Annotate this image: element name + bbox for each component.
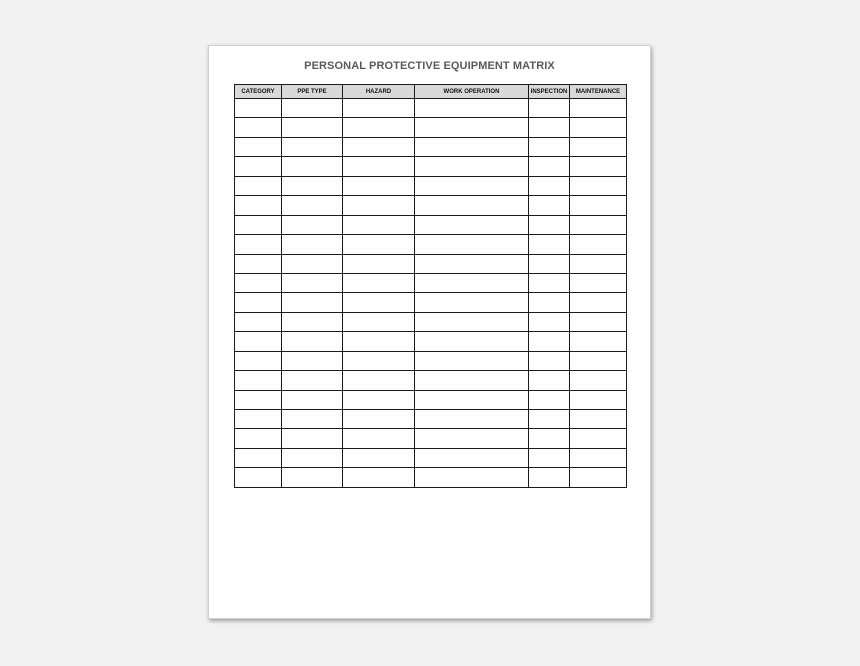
table-header-row <box>235 85 627 99</box>
table-cell[interactable] <box>235 235 282 254</box>
table-cell[interactable] <box>415 371 529 390</box>
table-row <box>235 254 627 273</box>
table-cell[interactable] <box>415 312 529 331</box>
table-cell[interactable] <box>415 235 529 254</box>
table-cell[interactable] <box>529 99 570 118</box>
table-cell[interactable] <box>343 254 415 273</box>
table-cell[interactable] <box>343 332 415 351</box>
table-cell[interactable] <box>415 99 529 118</box>
table-cell[interactable] <box>529 351 570 370</box>
table-cell[interactable] <box>235 176 282 195</box>
table-row <box>235 312 627 331</box>
table-cell[interactable] <box>529 137 570 156</box>
table-cell[interactable] <box>415 448 529 467</box>
table-cell[interactable] <box>570 137 627 156</box>
column-header-hazard: HAZARD <box>343 85 415 99</box>
table-row <box>235 371 627 390</box>
table-row <box>235 137 627 156</box>
table-cell[interactable] <box>343 371 415 390</box>
table-cell[interactable] <box>282 157 343 176</box>
ppe-matrix-table <box>234 84 627 488</box>
table-cell[interactable] <box>415 215 529 234</box>
table-cell[interactable] <box>415 273 529 292</box>
table-cell[interactable] <box>415 118 529 137</box>
table-cell[interactable] <box>282 99 343 118</box>
table-cell[interactable] <box>235 351 282 370</box>
column-header-category: CATEGORY <box>235 85 282 99</box>
table-row <box>235 410 627 429</box>
table-cell[interactable] <box>529 215 570 234</box>
table-cell[interactable] <box>282 196 343 215</box>
table-cell[interactable] <box>529 254 570 273</box>
table-cell[interactable] <box>282 429 343 448</box>
table-cell[interactable] <box>529 312 570 331</box>
table-cell[interactable] <box>282 468 343 487</box>
table-cell[interactable] <box>415 176 529 195</box>
table-cell[interactable] <box>343 215 415 234</box>
table-cell[interactable] <box>343 410 415 429</box>
table-cell[interactable] <box>282 312 343 331</box>
table-cell[interactable] <box>343 351 415 370</box>
table-cell[interactable] <box>570 118 627 137</box>
table-cell[interactable] <box>415 196 529 215</box>
table-cell[interactable] <box>343 137 415 156</box>
table-cell[interactable] <box>282 371 343 390</box>
table-cell[interactable] <box>570 332 627 351</box>
table-cell[interactable] <box>235 410 282 429</box>
table-cell[interactable] <box>529 390 570 409</box>
table-cell[interactable] <box>282 137 343 156</box>
table-cell[interactable] <box>415 410 529 429</box>
table-cell[interactable] <box>282 332 343 351</box>
table-cell[interactable] <box>529 273 570 292</box>
table-cell[interactable] <box>282 235 343 254</box>
column-header-maintenance: MAINTENANCE <box>570 85 627 99</box>
column-header-work-operation: WORK OPERATION <box>415 85 529 99</box>
table-cell[interactable] <box>343 235 415 254</box>
table-cell[interactable] <box>343 176 415 195</box>
table-cell[interactable] <box>415 351 529 370</box>
table-cell[interactable] <box>415 137 529 156</box>
table-row <box>235 176 627 195</box>
table-row <box>235 273 627 292</box>
table-cell[interactable] <box>235 118 282 137</box>
table-row <box>235 293 627 312</box>
table-cell[interactable] <box>235 157 282 176</box>
table-row <box>235 235 627 254</box>
document-page <box>208 45 651 619</box>
table-cell[interactable] <box>282 293 343 312</box>
table-row <box>235 332 627 351</box>
table-row <box>235 118 627 137</box>
column-header-ppe-type: PPE TYPE <box>282 85 343 99</box>
table-cell[interactable] <box>415 293 529 312</box>
table-cell[interactable] <box>570 351 627 370</box>
table-cell[interactable] <box>570 448 627 467</box>
table-cell[interactable] <box>570 390 627 409</box>
table-cell[interactable] <box>570 371 627 390</box>
table-cell[interactable] <box>570 429 627 448</box>
table-cell[interactable] <box>529 235 570 254</box>
table-cell[interactable] <box>235 371 282 390</box>
table-cell[interactable] <box>235 332 282 351</box>
table-cell[interactable] <box>415 332 529 351</box>
table-cell[interactable] <box>235 293 282 312</box>
table-cell[interactable] <box>343 429 415 448</box>
page-title: PERSONAL PROTECTIVE EQUIPMENT MATRIX <box>304 60 555 72</box>
table-cell[interactable] <box>282 351 343 370</box>
table-cell[interactable] <box>235 273 282 292</box>
table-cell[interactable] <box>570 176 627 195</box>
table-cell[interactable] <box>570 312 627 331</box>
table-cell[interactable] <box>415 254 529 273</box>
table-cell[interactable] <box>282 254 343 273</box>
table-cell[interactable] <box>343 448 415 467</box>
table-cell[interactable] <box>529 468 570 487</box>
table-cell[interactable] <box>282 273 343 292</box>
table-cell[interactable] <box>235 254 282 273</box>
table-cell[interactable] <box>235 429 282 448</box>
table-cell[interactable] <box>570 468 627 487</box>
table-cell[interactable] <box>415 468 529 487</box>
table-cell[interactable] <box>235 390 282 409</box>
table-row <box>235 390 627 409</box>
table-cell[interactable] <box>235 468 282 487</box>
table-cell[interactable] <box>343 99 415 118</box>
table-cell[interactable] <box>282 215 343 234</box>
table-body <box>235 99 627 488</box>
table-row <box>235 215 627 234</box>
table-cell[interactable] <box>235 448 282 467</box>
table-cell[interactable] <box>570 157 627 176</box>
table-cell[interactable] <box>343 390 415 409</box>
table-cell[interactable] <box>235 215 282 234</box>
table-cell[interactable] <box>343 273 415 292</box>
table-cell[interactable] <box>282 410 343 429</box>
table-cell[interactable] <box>415 157 529 176</box>
table-cell[interactable] <box>343 293 415 312</box>
table-row <box>235 448 627 467</box>
table-cell[interactable] <box>235 137 282 156</box>
table-cell[interactable] <box>529 332 570 351</box>
table-cell[interactable] <box>529 176 570 195</box>
table-cell[interactable] <box>529 410 570 429</box>
table-cell[interactable] <box>343 196 415 215</box>
table-cell[interactable] <box>529 293 570 312</box>
table-cell[interactable] <box>415 390 529 409</box>
table-cell[interactable] <box>529 157 570 176</box>
table-row <box>235 196 627 215</box>
table-cell[interactable] <box>570 273 627 292</box>
table-row <box>235 99 627 118</box>
table-row <box>235 351 627 370</box>
table-cell[interactable] <box>529 371 570 390</box>
table-cell[interactable] <box>235 196 282 215</box>
table-cell[interactable] <box>570 254 627 273</box>
table-cell[interactable] <box>570 410 627 429</box>
table-cell[interactable] <box>570 196 627 215</box>
table-cell[interactable] <box>415 429 529 448</box>
table-cell[interactable] <box>570 215 627 234</box>
table-cell[interactable] <box>282 118 343 137</box>
table-cell[interactable] <box>343 118 415 137</box>
table-cell[interactable] <box>343 468 415 487</box>
table-cell[interactable] <box>529 429 570 448</box>
table-cell[interactable] <box>529 118 570 137</box>
table-cell[interactable] <box>570 293 627 312</box>
table-cell[interactable] <box>570 99 627 118</box>
table-cell[interactable] <box>235 312 282 331</box>
column-header-inspection: INSPECTION <box>529 85 570 99</box>
table-cell[interactable] <box>282 390 343 409</box>
table-cell[interactable] <box>282 176 343 195</box>
table-row <box>235 468 627 487</box>
table-cell[interactable] <box>570 235 627 254</box>
table-cell[interactable] <box>282 448 343 467</box>
table-cell[interactable] <box>529 196 570 215</box>
table-row <box>235 157 627 176</box>
table-cell[interactable] <box>343 312 415 331</box>
table-row <box>235 429 627 448</box>
table-cell[interactable] <box>235 99 282 118</box>
table-cell[interactable] <box>343 157 415 176</box>
table-cell[interactable] <box>529 448 570 467</box>
